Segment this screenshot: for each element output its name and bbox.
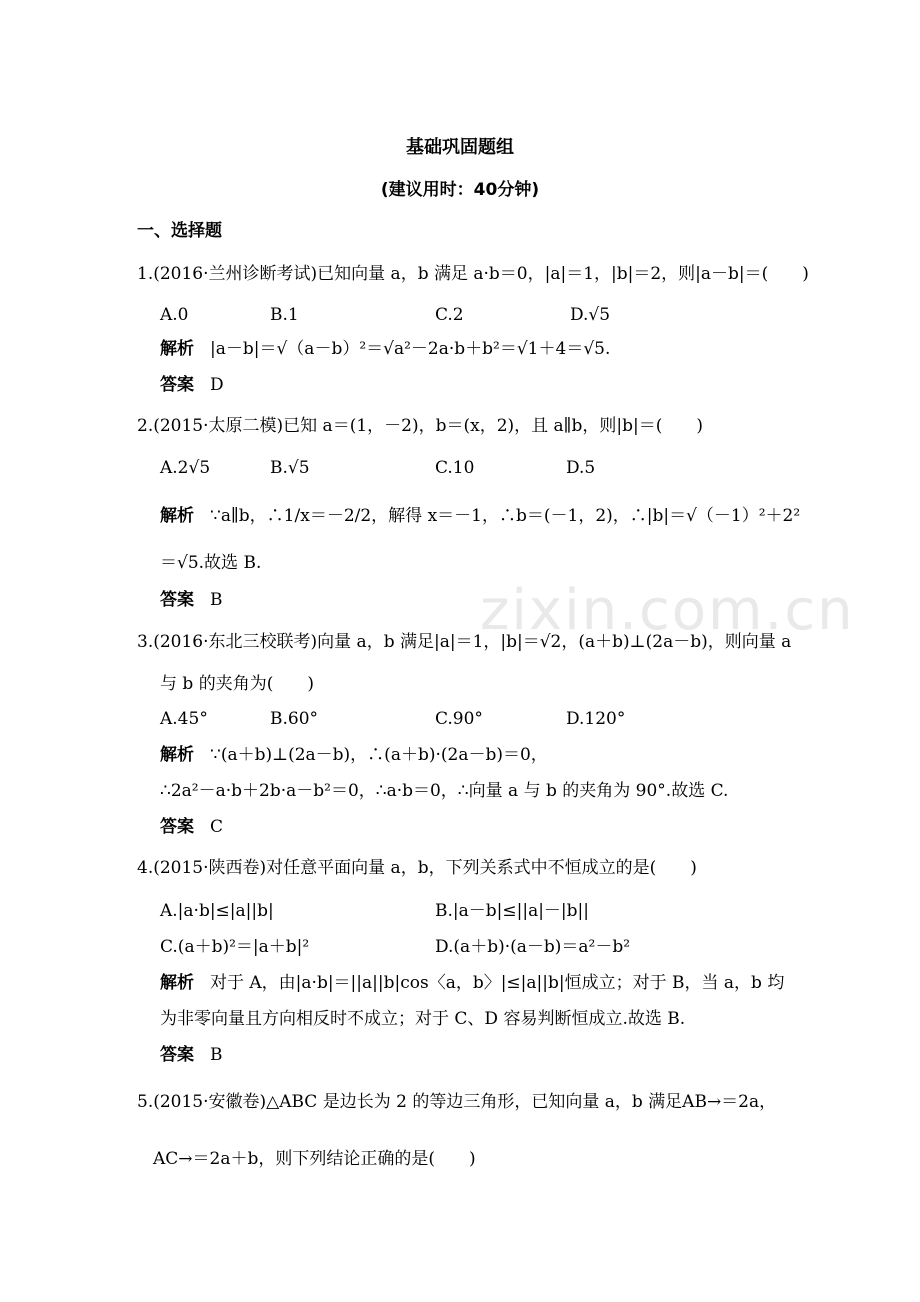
q3-stem-continued: 与 b 的夹角为( ) xyxy=(160,674,314,694)
q1-analysis-text: |a－b|＝√（a－b）²＝√a²－2a·b＋b²＝√1＋4＝√5. xyxy=(210,339,611,359)
q2-option-b: B.√5 xyxy=(270,458,310,478)
analysis-label: 解析 xyxy=(160,973,194,993)
q1-option-a: A.0 xyxy=(160,305,189,325)
q3-option-d: D.120° xyxy=(566,709,626,729)
q4-analysis-text: 对于 A，由|a·b|＝||a||b|cos〈a，b〉|≤|a||b|恒成立；对于 B，当 a，b 均 xyxy=(210,973,785,993)
q4-option-b: B.|a－b|≤||a|－|b|| xyxy=(435,901,589,921)
q2-stem: 2.(2015·太原二模)已知 a＝(1，－2)，b＝(x，2)，且 a∥b，则|b|＝( ) xyxy=(137,416,704,436)
page-title: 基础巩固题组 xyxy=(406,137,514,158)
section-heading: 一、选择题 xyxy=(137,221,222,241)
q1-answer xyxy=(160,373,224,397)
q4-option-d: D.(a＋b)·(a－b)＝a²－b² xyxy=(435,937,631,957)
q3-option-a: A.45° xyxy=(160,709,208,729)
q4-stem: 4.(2015·陕西卷)对任意平面向量 a，b，下列关系式中不恒成立的是( ) xyxy=(137,858,697,878)
q3-analysis-continued: ∴2a²－a·b＋2b·a－b²＝0，∴a·b＝0，∴向量 a 与 b 的夹角为 90°.故选 C. xyxy=(160,781,729,801)
q2-answer xyxy=(160,588,223,612)
analysis-label: 解析 xyxy=(160,506,194,526)
q4-analysis-continued: 为非零向量且方向相反时不成立；对于 C、D 容易判断恒成立.故选 B. xyxy=(160,1009,686,1029)
watermark: zixin.com.cn xyxy=(480,578,855,643)
q3-option-c: C.90° xyxy=(435,709,483,729)
q2-option-a: A.2√5 xyxy=(160,458,211,478)
q2-answer-value: B xyxy=(210,590,223,610)
analysis-label: 解析 xyxy=(160,745,194,765)
answer-label: 答案 xyxy=(160,590,194,610)
q1-option-c: C.2 xyxy=(435,305,464,325)
q2-analysis xyxy=(160,504,800,528)
q5-stem: 5.(2015·安徽卷)△ABC 是边长为 2 的等边三角形，已知向量 a，b 满足AB→＝2a， xyxy=(137,1092,777,1112)
q3-answer-value: C xyxy=(210,817,224,837)
answer-label: 答案 xyxy=(160,375,194,395)
q3-analysis-text: ∵(a＋b)⊥(2a－b)，∴(a＋b)·(2a－b)＝0， xyxy=(210,745,548,765)
q3-analysis xyxy=(160,743,548,767)
q4-option-c: C.(a＋b)²＝|a＋b|² xyxy=(160,937,310,957)
q5-stem-continued: AC→＝2a＋b，则下列结论正确的是( ) xyxy=(153,1149,476,1169)
answer-label: 答案 xyxy=(160,1045,194,1065)
page-subtitle: (建议用时：40分钟) xyxy=(380,180,540,200)
q1-answer-value: D xyxy=(210,375,224,395)
q3-stem: 3.(2016·东北三校联考)向量 a，b 满足|a|＝1，|b|＝√2，(a＋b)⊥(2a－b)，则向量 a xyxy=(137,632,792,652)
q2-option-c: C.10 xyxy=(435,458,475,478)
q1-analysis xyxy=(160,337,610,361)
q2-analysis-continued: ＝√5.故选 B. xyxy=(160,553,262,573)
q4-answer xyxy=(160,1043,223,1067)
q4-analysis xyxy=(160,971,784,995)
q2-analysis-text: ∵a∥b，∴1/x＝－2/2，解得 x＝－1，∴b＝(－1，2)，∴|b|＝√（－1）²＋2² xyxy=(210,506,801,526)
q4-answer-value: B xyxy=(210,1045,223,1065)
q4-option-a: A.|a·b|≤|a||b| xyxy=(160,901,274,921)
answer-label: 答案 xyxy=(160,817,194,837)
q1-option-d: D.√5 xyxy=(570,305,611,325)
analysis-label: 解析 xyxy=(160,339,194,359)
q3-answer xyxy=(160,815,223,839)
q1-option-b: B.1 xyxy=(270,305,299,325)
q2-option-d: D.5 xyxy=(566,458,596,478)
q1-stem: 1.(2016·兰州诊断考试)已知向量 a，b 满足 a·b＝0，|a|＝1，|b|＝2，则|a－b|＝( ) xyxy=(137,264,809,284)
q3-option-b: B.60° xyxy=(270,709,319,729)
